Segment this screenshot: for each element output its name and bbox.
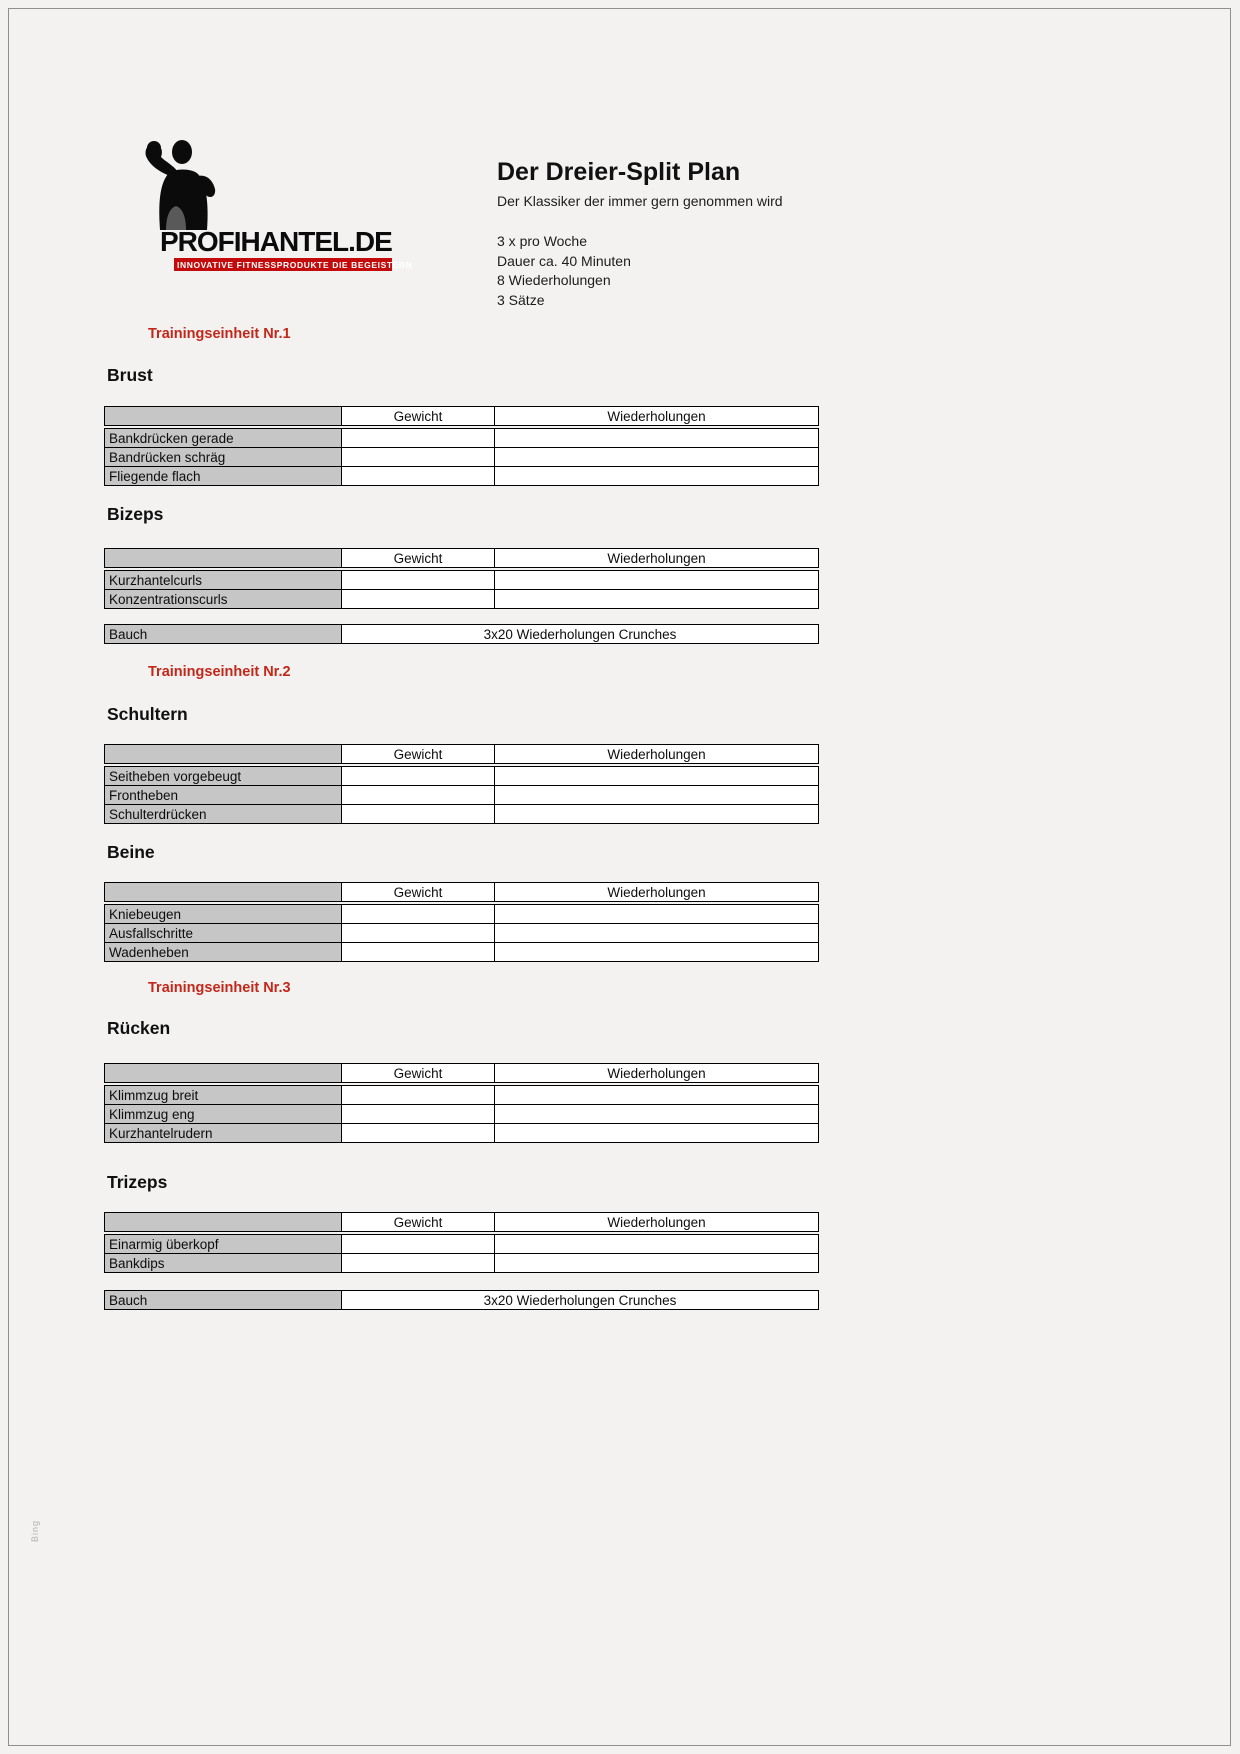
bauch-value: 3x20 Wiederholungen Crunches xyxy=(342,1291,819,1310)
wiederholungen-cell xyxy=(495,1086,819,1105)
group-title-bizeps: Bizeps xyxy=(107,504,164,524)
gewicht-cell xyxy=(342,905,495,924)
table-row xyxy=(105,429,819,448)
exercise-label: Konzentrationscurls xyxy=(105,590,342,609)
table-bizeps xyxy=(104,548,819,609)
wiederholungen-cell xyxy=(495,467,819,486)
header-empty-cell xyxy=(105,1064,342,1083)
page-title: Der Dreier-Split Plan xyxy=(497,158,741,186)
table-row xyxy=(105,1105,819,1124)
exercise-label: Fliegende flach xyxy=(105,467,342,486)
bodybuilder-silhouette-icon xyxy=(116,136,236,230)
header-empty-cell xyxy=(105,883,342,902)
exercise-label: Bankdips xyxy=(105,1254,342,1273)
header-gewicht: Gewicht xyxy=(342,549,495,568)
table-schultern-body xyxy=(104,766,819,824)
table-beine-header xyxy=(104,882,819,902)
group-title-ruecken: Rücken xyxy=(107,1018,171,1038)
exercise-label: Bankdrücken gerade xyxy=(105,429,342,448)
exercise-label: Seitheben vorgebeugt xyxy=(105,767,342,786)
document-header xyxy=(497,158,937,310)
table-row xyxy=(105,943,819,962)
wiederholungen-cell xyxy=(495,448,819,467)
gewicht-cell xyxy=(342,571,495,590)
gewicht-cell xyxy=(342,467,495,486)
group-title-brust: Brust xyxy=(107,365,153,385)
gewicht-cell xyxy=(342,1086,495,1105)
header-gewicht: Gewicht xyxy=(342,1064,495,1083)
table-ruecken xyxy=(104,1063,819,1143)
table-row xyxy=(105,448,819,467)
table-row xyxy=(105,905,819,924)
gewicht-cell xyxy=(342,1105,495,1124)
header-wiederholungen: Wiederholungen xyxy=(495,1213,819,1232)
bauch-label: Bauch xyxy=(105,1291,342,1310)
table-brust-header xyxy=(104,406,819,426)
gewicht-cell xyxy=(342,943,495,962)
gewicht-cell xyxy=(342,429,495,448)
bauch-row-1 xyxy=(104,624,819,644)
wiederholungen-cell xyxy=(495,1124,819,1143)
bauch-table-2 xyxy=(104,1290,819,1310)
exercise-label: Klimmzug eng xyxy=(105,1105,342,1124)
table-bizeps-header xyxy=(104,548,819,568)
bauch-value: 3x20 Wiederholungen Crunches xyxy=(342,625,819,644)
table-bizeps-body xyxy=(104,570,819,609)
info-line-frequency: 3 x pro Woche xyxy=(497,233,588,249)
table-row xyxy=(105,1124,819,1143)
wiederholungen-cell xyxy=(495,571,819,590)
gewicht-cell xyxy=(342,924,495,943)
table-row xyxy=(105,1254,819,1273)
group-title-schultern: Schultern xyxy=(107,704,188,724)
header-empty-cell xyxy=(105,1213,342,1232)
wiederholungen-cell xyxy=(495,1105,819,1124)
info-line-duration: Dauer ca. 40 Minuten xyxy=(497,252,631,269)
wiederholungen-cell xyxy=(495,943,819,962)
wiederholungen-cell xyxy=(495,786,819,805)
gewicht-cell xyxy=(342,1235,495,1254)
table-schultern xyxy=(104,744,819,824)
table-trizeps-header xyxy=(104,1212,819,1232)
header-gewicht: Gewicht xyxy=(342,1213,495,1232)
exercise-label: Kniebeugen xyxy=(105,905,342,924)
header-empty-cell xyxy=(105,745,342,764)
table-schultern-header xyxy=(104,744,819,764)
header-gewicht: Gewicht xyxy=(342,745,495,764)
table-beine-body xyxy=(104,904,819,962)
table-row xyxy=(105,805,819,824)
header-wiederholungen: Wiederholungen xyxy=(495,549,819,568)
table-brust xyxy=(104,406,819,486)
wiederholungen-cell xyxy=(495,590,819,609)
gewicht-cell xyxy=(342,1124,495,1143)
gewicht-cell xyxy=(342,767,495,786)
page-subtitle: Der Klassiker der immer gern genommen wird xyxy=(497,193,783,209)
session-3-title: Trainingseinheit Nr.3 xyxy=(148,980,291,996)
table-row xyxy=(105,786,819,805)
table-ruecken-header xyxy=(104,1063,819,1083)
info-line-reps: 8 Wiederholungen xyxy=(497,272,611,288)
table-beine xyxy=(104,882,819,962)
exercise-label: Kurzhantelcurls xyxy=(105,571,342,590)
info-line-sets: 3 Sätze xyxy=(497,291,545,308)
table-row xyxy=(105,924,819,943)
header-gewicht: Gewicht xyxy=(342,883,495,902)
exercise-label: Frontheben xyxy=(105,786,342,805)
header-wiederholungen: Wiederholungen xyxy=(495,745,819,764)
table-row xyxy=(105,1235,819,1254)
wiederholungen-cell xyxy=(495,1235,819,1254)
exercise-label: Kurzhantelrudern xyxy=(105,1124,342,1143)
wiederholungen-cell xyxy=(495,924,819,943)
bauch-label: Bauch xyxy=(105,625,342,644)
exercise-label: Schulterdrücken xyxy=(105,805,342,824)
header-wiederholungen: Wiederholungen xyxy=(495,883,819,902)
header-empty-cell xyxy=(105,407,342,426)
table-row xyxy=(105,571,819,590)
table-row xyxy=(105,590,819,609)
table-row xyxy=(105,1086,819,1105)
wiederholungen-cell xyxy=(495,905,819,924)
logo xyxy=(108,136,418,306)
logo-brand: PROFIHANTEL.DE xyxy=(160,226,392,257)
gewicht-cell xyxy=(342,590,495,609)
wiederholungen-cell xyxy=(495,429,819,448)
table-row xyxy=(105,467,819,486)
watermark: Bing xyxy=(30,1519,40,1542)
exercise-label: Wadenheben xyxy=(105,943,342,962)
wiederholungen-cell xyxy=(495,1254,819,1273)
wiederholungen-cell xyxy=(495,805,819,824)
exercise-label: Ausfallschritte xyxy=(105,924,342,943)
gewicht-cell xyxy=(342,1254,495,1273)
header-gewicht: Gewicht xyxy=(342,407,495,426)
session-1-title: Trainingseinheit Nr.1 xyxy=(148,326,291,342)
exercise-label: Einarmig überkopf xyxy=(105,1235,342,1254)
plan-info xyxy=(497,232,937,310)
exercise-label: Bandrücken schräg xyxy=(105,448,342,467)
gewicht-cell xyxy=(342,805,495,824)
exercise-label: Klimmzug breit xyxy=(105,1086,342,1105)
group-title-beine: Beine xyxy=(107,842,155,862)
gewicht-cell xyxy=(342,448,495,467)
table-brust-body xyxy=(104,428,819,486)
header-wiederholungen: Wiederholungen xyxy=(495,407,819,426)
wiederholungen-cell xyxy=(495,767,819,786)
header-empty-cell xyxy=(105,549,342,568)
table-ruecken-body xyxy=(104,1085,819,1143)
session-2-title: Trainingseinheit Nr.2 xyxy=(148,664,291,680)
gewicht-cell xyxy=(342,786,495,805)
table-trizeps-body xyxy=(104,1234,819,1273)
bauch-row-2 xyxy=(104,1290,819,1310)
logo-tagline: INNOVATIVE FITNESSPRODUKTE DIE BEGEISTERN xyxy=(174,258,392,271)
group-title-trizeps: Trizeps xyxy=(107,1172,168,1192)
bauch-table-1 xyxy=(104,624,819,644)
header-wiederholungen: Wiederholungen xyxy=(495,1064,819,1083)
table-row xyxy=(105,767,819,786)
table-trizeps xyxy=(104,1212,819,1273)
